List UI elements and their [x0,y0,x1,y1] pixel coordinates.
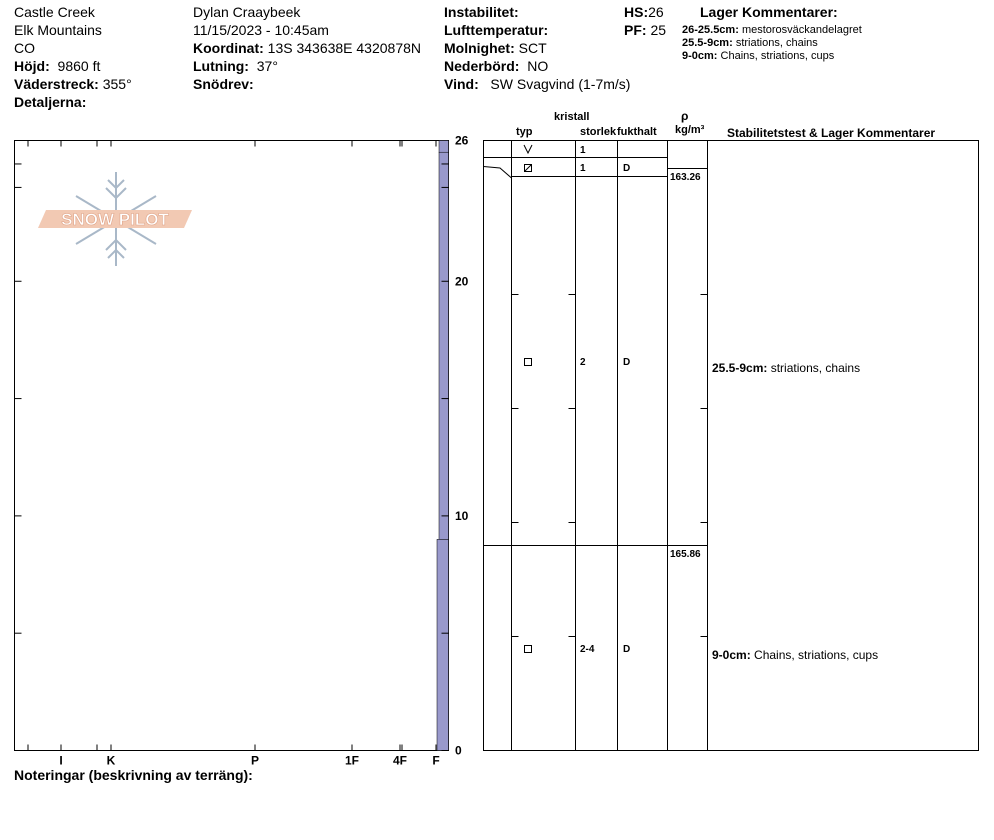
layer-note-text: striations, chains [770,361,861,375]
pf-value: 25 [650,22,667,38]
layer-comment-text: mestorosväckandelagret [741,24,862,36]
layer-size: 2 [580,357,586,368]
hardness-bar [439,141,449,153]
layer-note-text: Chains, striations, cups [754,648,879,662]
precip-value: NO [527,58,549,74]
layer-size: 1 [580,163,586,174]
elevation-label: Höjd: [14,58,50,74]
pf-label: PF: [624,22,647,38]
col-storlek: storlek [580,126,617,138]
hardness-bar [437,539,449,750]
airtemp-label: Lufttemperatur: [444,22,549,38]
col-kristall: kristall [554,111,590,123]
notes-label: Noteringar (beskrivning av terräng): [14,767,253,783]
state: CO [14,40,35,56]
instability-label: Instabilitet: [444,4,519,20]
coordinate-row [193,40,421,56]
slope-label: Lutning: [193,58,249,74]
sky-row [444,40,547,56]
x-tick-label: 4F [392,753,408,768]
col-rho: ρ [681,109,689,123]
depth-connector [484,167,512,179]
datetime: 11/15/2023 - 10:45am [193,22,329,38]
layer-comment-text: striations, chains [735,37,818,49]
layer-comment [682,37,818,50]
precip-row [444,58,548,74]
faceted-crystal-icon [525,646,532,653]
hardness-bar [439,152,449,539]
layer-size: 2-4 [580,644,595,655]
col-fukthalt: fukthalt [617,126,657,138]
x-axis [28,141,440,768]
layer-density: 165.86 [670,549,701,560]
y-tick-label: 26 [455,133,469,148]
x-tick-label: K [106,753,116,768]
sky-label: Molnighet: [444,40,515,56]
x-tick-label: 1F [344,753,360,768]
layer-note [712,360,860,376]
col-stability: Stabilitetstest & Lager Kommentarer [727,126,936,140]
chart-frame [15,141,449,751]
observer: Dylan Craaybeek [193,4,301,20]
layer-comment [682,24,862,37]
slope-row [193,58,278,74]
elevation-value: 9860 ft [57,58,101,74]
x-tick-label: I [59,753,63,768]
wind-value: SW Svagvind (1-7m/s) [490,76,631,92]
hs-value: 26 [648,4,664,20]
details-label: Detaljerna: [14,94,87,110]
location: Castle Creek [14,4,95,20]
col-density-unit: kg/m³ [675,124,705,136]
faceted-crystal-icon [525,359,532,366]
logo-text: SNOW PILOT [61,210,169,229]
pf-row [624,22,666,38]
layer-comment [682,50,834,63]
coordinate-value: 13S 343638E 4320878N [267,40,422,56]
y-tick-label: 20 [455,274,469,289]
col-typ: typ [516,126,533,138]
mountain-range: Elk Mountains [14,22,102,38]
layer-comments-title: Lager Kommentarer: [700,4,838,20]
layer-comment-text: Chains, striations, cups [720,50,835,62]
layer-moisture: D [623,644,631,655]
y-tick-label: 0 [455,743,462,758]
layer-moisture: D [623,357,631,368]
hs-label: HS: [624,4,649,20]
y-tick-label: 10 [455,508,469,523]
y-axis [15,134,469,758]
coordinate-label: Koordinat: [193,40,264,56]
wind-row [444,76,630,92]
layer-comment-range: 25.5-9cm: [682,37,733,49]
x-tick-label: F [432,753,440,768]
layer-note [712,647,878,663]
drift-label: Snödrev: [193,76,254,92]
layer-moisture: D [623,163,631,174]
surface-hoar-icon [524,145,532,153]
precip-label: Nederbörd: [444,58,520,74]
x-tick-label: P [250,753,260,768]
layer-note-range: 9-0cm: [712,648,751,662]
hs-row [624,4,664,20]
hardness-chart [0,130,480,780]
layer-comment-range: 9-0cm: [682,50,718,62]
slope-value: 37° [256,58,278,74]
faceted-rounded-icon [525,165,532,172]
aspect-label: Väderstreck: [14,76,99,92]
elevation-row [14,58,100,74]
layer-comment-range: 26-25.5cm: [682,24,739,36]
wind-label: Vind: [444,76,479,92]
layer-note-range: 25.5-9cm: [712,361,768,375]
aspect-row [14,76,132,92]
layer-size: 1 [580,145,586,156]
hardness-bars [437,141,449,751]
layer-density: 163.26 [670,172,701,183]
sky-value: SCT [518,40,547,56]
aspect-value: 355° [102,76,132,92]
